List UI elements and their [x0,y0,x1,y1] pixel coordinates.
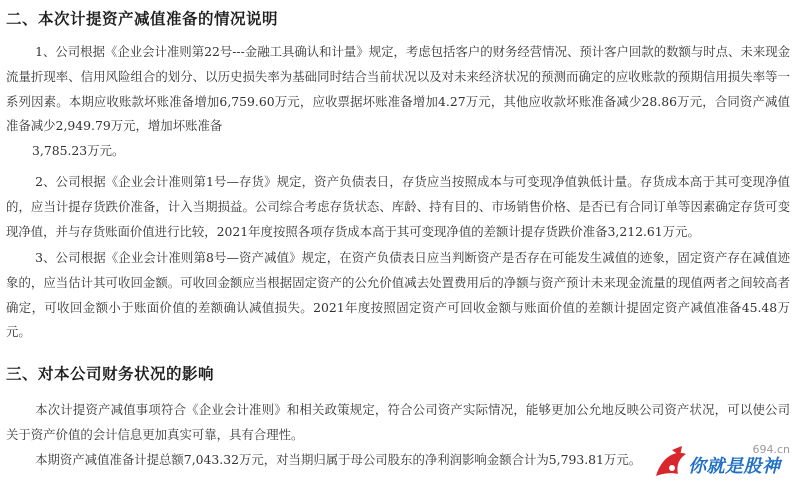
section-3-paragraph-1: 本次计提资产减值事项符合《企业会计准则》和相关政策规定，符合公司资产实际情况，能够更加公允地反映公司资产状况，可以使公司关于资产价值的会计信息更加真实可靠，具有合理性。 [6,402,790,442]
watermark-site: 694.cn [752,443,790,456]
section-3-heading: 三、对本公司财务状况的影响 [6,364,215,383]
section-2-paragraph-3: 3、公司根据《企业会计准则第8号—资产减值》规定，在资产负债表日应当判断资产是否存在可能发生减值的迹象，固定资产存在减值迹象的，应当估计其可收回金额。可收回金额应当根据固定资产的公允价值减去处置费用后的净额与资产预计未来现金流量的现值两者之间较高者确定，可收回金额小于账面价值的差额确认减值损失。2021年度按照固定资产可回收金额与账面价值的差额计提固定资产减值准备45.48万元。 [6,250,790,340]
section-3-paragraph-2: 本期资产减值准备计提总额7,043.32万元，对当期归属于母公司股东的净利润影响金额合计为5,793.81万元。 [35,452,642,467]
section-2-paragraph-1-amount: 3,785.23万元。 [32,143,125,158]
watermark-text: 你就是股神 [688,456,781,477]
section-2-paragraph-2: 2、公司根据《企业会计准则第1号—存货》规定，资产负债表日，存货应当按照成本与可变现净值孰低计量。存货成本高于其可变现净值的，应当计提存货跌价准备，计入当期损益。公司综合考虑存货状态、库龄、持有目的、市场销售价格、是否已有合同订单等因素确定存货可变现净值，并与存货账面价值进行比较，2021年度按照各项存货成本高于其可变现净值的差额计提存货跌价准备3,212.61万元。 [6,174,790,239]
section-2-paragraph-1: 1、公司根据《企业会计准则第22号---金融工具确认和计量》规定，考虑包括客户的财务经营情况、预计客户回款的数额与时点、未来现金流量折现率、信用风险组合的划分、以历史损失率为基础同时结合当前状况以及对未来经济状况的预测而确定的应收账款的预期信用损失率等一系列因素。本期应收账款坏账准备增加6,759.60万元，应收票据坏账准备增加4.27万元，其他应收款坏账准备减少28.86万元，合同资产减值准备减少2,949.79万元，增加坏账准备 [6,44,790,134]
section-2-heading: 二、本次计提资产减值准备的情况说明 [6,9,279,28]
